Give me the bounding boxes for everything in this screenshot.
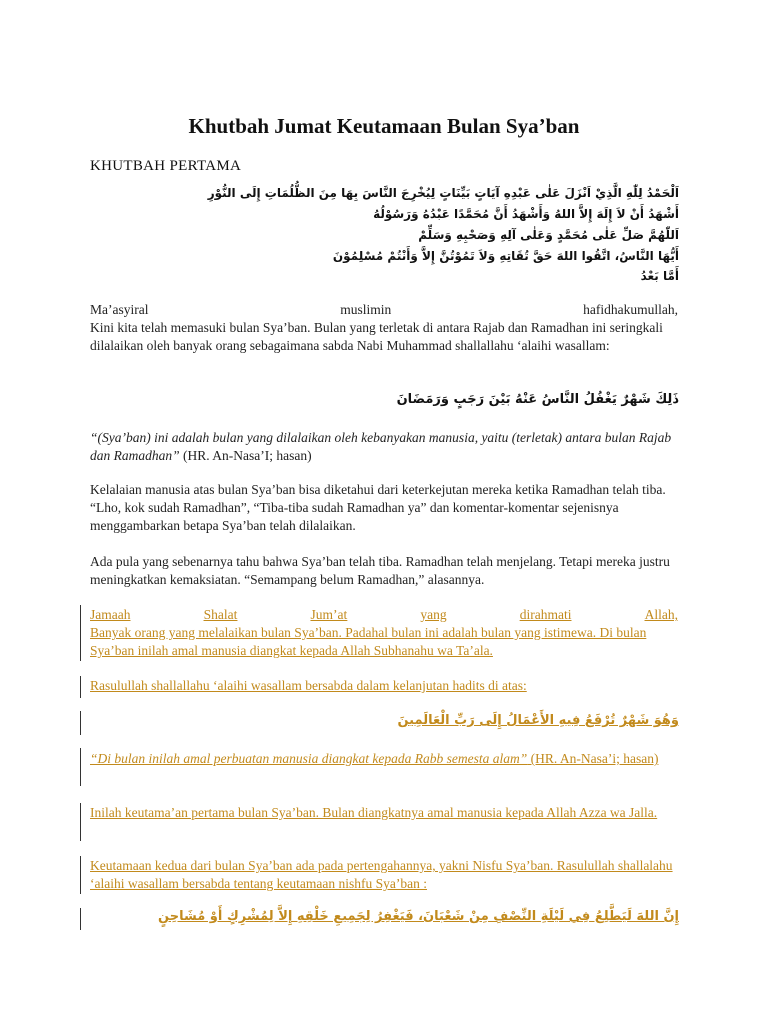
paragraph-3: Kelalaian manusia atas bulan Sya’ban bisa diketahui dari keterkejutan mereka ketika Ramadhan telah tiba. “Lho, kok sudah Ramadhan”, “Tiba-tiba sudah Ramadhan ya” dan komentar-komentar sejenisnya menggambarkan betapa Sya’ban telah dilalaikan. [90,482,666,533]
paragraph-4: Ada pula yang sebenarnya tahu bahwa Sya’ban telah tiba. Ramadhan telah menjelang. Tetapi mereka justru meningkatkan kemaksiatan. “Semampang belum Ramadhan,” alasannya. [90,554,670,587]
hadith-source: (HR. An-Nasa’i; hasan) [527,751,659,766]
page-title: Khutbah Jumat Keutamaan Bulan Sya’ban [188,114,580,138]
paragraph-keutamaan-kedua: Keutamaan kedua dari bulan Sya’ban ada pada pertengahannya, yakni Nisfu Sya’ban. Rasulullah shallalahu ‘alaihi wasallam bersabda tentang keutamaan nishfu Sya’ban : [90,858,673,891]
word: Jamaah [90,607,131,622]
paragraph-hadith-2-translation [90,750,678,768]
section-heading: KHUTBAH PERTAMA [90,158,242,174]
italic-quote: “Di bulan inilah amal perbuatan manusia diangkat kepada Rabb semesta alam” [90,751,528,766]
word: dirahmati [519,607,572,622]
word: Ma’asyiral [90,302,149,317]
revision-bar [80,803,81,841]
revision-bar [80,856,81,894]
word: Jum’at [310,607,348,622]
revision-bar [80,676,81,698]
paragraph-hadith-1-translation [90,429,678,465]
paragraph-text: Kini kita telah memasuki bulan Sya’ban. Bulan yang terletak di antara Rajab dan Ramadhan ini seringkali dilalaikan oleh banyak orang sebagaimana sabda Nabi Muhammad shallallahu ‘alaihi wasallam: [90,320,663,353]
word: muslimin [340,302,392,317]
word: Allah, [644,607,678,622]
arabic-hadith-1: ذَلِكَ شَهْرٌ يَغْفُلُ النَّاسُ عَنْهُ بَيْنَ رَجَبٍ وَرَمَضَانَ [396,392,679,407]
paragraph-rasulullah: Rasulullah shallallahu ‘alaihi wasallam bersabda dalam kelanjutan hadits di atas: [90,678,527,693]
italic-quote: “(Sya’ban) ini adalah bulan yang dilalaikan oleh kebanyakan manusia, yaitu (terletak) antara bulan Rajab dan Ramadhan” [90,430,672,463]
arabic-opening-line-3: اَللّٰهُمَّ صَلِّ عَلٰى مُحَمَّدٍ وَعَلٰى آلِهِ وَصَحْبِهِ وَسَلِّمْ [418,228,679,242]
arabic-hadith-3: إِنَّ اللهَ لَيَطَّلِعُ فِي لَيْلَةِ النِّصْفِ مِنْ شَعْبَانَ، فَيَغْفِرُ لِجَمِيعِ خَلْقِهِ إِلاَّ لِمُشْرِكٍ أَوْ مُشَاحِنٍ [158,909,679,924]
paragraph-text: Banyak orang yang melalaikan bulan Sya’ban. Padahal bulan ini adalah bulan yang istimewa. Di bulan Sya’ban inilah amal manusia diangkat kepada Allah Subhanahu wa Ta’ala. [90,625,647,658]
paragraph-jamaah [90,606,678,660]
revision-bar [80,908,81,930]
paragraph-keutamaan-pertama: Inilah keutama’an pertama bulan Sya’ban. Bulan diangkatnya amal manusia kepada Allah Azza wa Jalla. [90,805,658,820]
justified-line [90,301,678,319]
word: yang [420,607,447,622]
arabic-opening-line-4: أَيُّهَا النَّاسُ، اتَّقُوا اللهَ حَقَّ تُقَاتِهِ وَلاَ تَمُوْتُنَّ إِلاَّ وَأَنْتُمْ مُسْلِمُوْنَ [332,249,679,263]
arabic-opening-line-2: أَشْهَدُ أَنْ لاَ إِلَهَ إِلاَّ اللهُ وَأَشْهَدُ أَنَّ مُحَمَّدًا عَبْدُهُ وَرَسُوْلُهُ [373,207,679,221]
revision-bar [80,711,81,735]
hadith-source: (HR. An-Nasa’I; hasan) [179,448,312,463]
arabic-opening-line-1: اَلْحَمْدُ لِلّٰهِ الَّذِيْ اَنْزَلَ عَلٰى عَبْدِهِ آيَاتٍ بَيِّنَاتٍ لِيُخْرِجَ النَّاسَ بِهَا مِنَ الظُّلُمَاتِ إِلَى النُّوْرِ [207,186,679,200]
paragraph-intro [90,301,678,355]
word: Shalat [203,607,238,622]
revision-bar [80,748,81,786]
arabic-hadith-2: وَهُوَ شَهْرٌ تُرْفَعُ فِيهِ الأَعْمَالُ إِلَى رَبِّ الْعَالَمِينَ [397,713,679,728]
arabic-opening-line-5: أَمَّا بَعْدُ [640,269,679,283]
justified-line [90,606,678,624]
word: hafidhakumullah, [583,302,678,317]
revision-bar [80,605,81,661]
